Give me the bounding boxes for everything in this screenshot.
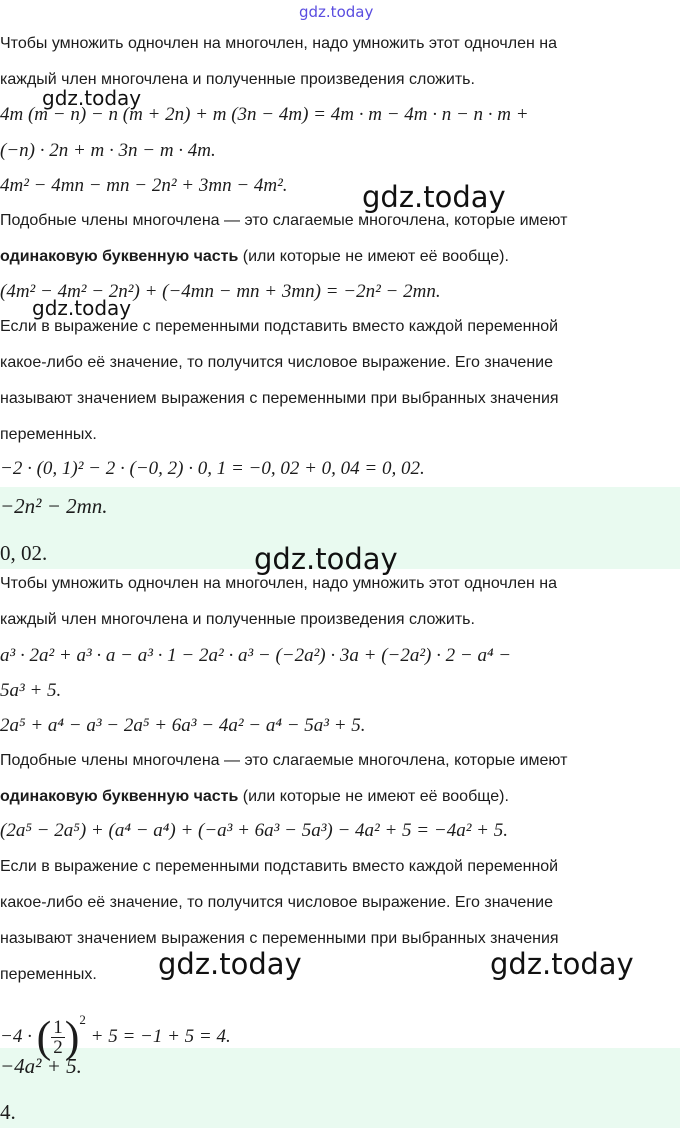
similar-terms-bold: одинаковую буквенную часть	[0, 788, 239, 805]
value-def-line-3: называют значением выражения с переменными при выбранных значения	[0, 390, 559, 407]
rule-line-2: каждый член многочлена и полученные произведения сложить.	[0, 71, 475, 88]
evaluate-prefix: −4 ·	[0, 1026, 37, 1047]
answer-value: 4.	[0, 1100, 16, 1124]
rule-line-1: Чтобы умножить одночлен на многочлен, надо умножить этот одночлен на	[0, 575, 557, 592]
equation-grouped: (2a⁵ − 2a⁵) + (a⁴ − a⁴) + (−a³ + 6a³ − 5a³) − 4a² + 5 = −4a² + 5.	[0, 820, 508, 841]
similar-terms-rest: (или которые не имеют её вообще).	[238, 788, 509, 805]
similar-terms-line-1: Подобные члены многочлена — это слагаемые многочлена, которые имеют	[0, 212, 568, 229]
evaluate-suffix: + 5 = −1 + 5 = 4.	[85, 1026, 231, 1047]
similar-terms-line-2	[0, 788, 509, 806]
watermark-top: gdz.today	[299, 3, 374, 21]
answer-value: 0, 02.	[0, 541, 48, 565]
similar-terms-line-1: Подобные члены многочлена — это слагаемые многочлена, которые имеют	[0, 752, 568, 769]
value-def-line-2: какое-либо её значение, то получится числовое выражение. Его значение	[0, 894, 553, 911]
fraction-denominator: 2	[53, 1037, 63, 1059]
fraction-exponent: 2	[79, 1012, 86, 1027]
equation-expand-line-1: a³ · 2a² + a³ · a − a³ · 1 − 2a² · a³ − (−2a²) · 3a + (−2a²) · 2 − a⁴ −	[0, 645, 512, 666]
paren-right: )	[64, 1012, 80, 1062]
equation-expand-line-2: 5a³ + 5.	[0, 680, 62, 701]
watermark: gdz.today	[42, 86, 142, 110]
watermark: gdz.today	[362, 180, 506, 214]
value-def-line-3: называют значением выражения с переменными при выбранных значения	[0, 930, 559, 947]
watermark: gdz.today	[158, 947, 302, 981]
similar-terms-rest: (или которые не имеют её вообще).	[238, 248, 509, 265]
equation-expand-line-1: 4m (m − n) − n (m + 2n) + m (3n − 4m) = 4m · m − 4m · n − n · m +	[0, 104, 529, 125]
value-def-line-4: переменных.	[0, 966, 97, 983]
value-def-line-2: какое-либо её значение, то получится числовое выражение. Его значение	[0, 354, 553, 371]
value-def-line-1: Если в выражение с переменными подставить вместо каждой переменной	[0, 318, 559, 335]
equation-simplified: 2a⁵ + a⁴ − a³ − 2a⁵ + 6a³ − 4a² − a⁴ − 5a³ + 5.	[0, 715, 366, 736]
similar-terms-line-2	[0, 248, 509, 266]
value-def-line-4: переменных.	[0, 426, 97, 443]
equation-simplified: 4m² − 4mn − mn − 2n² + 3mn − 4m².	[0, 175, 288, 196]
similar-terms-bold: одинаковую буквенную часть	[0, 248, 239, 265]
fraction	[51, 1018, 65, 1057]
rule-line-2: каждый член многочлена и полученные произведения сложить.	[0, 611, 475, 628]
paren-left: (	[36, 1012, 52, 1062]
watermark: gdz.today	[254, 542, 398, 576]
equation-expand-line-2: (−n) · 2n + m · 3n − m · 4m.	[0, 140, 216, 161]
watermark: gdz.today	[490, 947, 634, 981]
answer-expression: −4a² + 5.	[0, 1054, 82, 1078]
value-def-line-1: Если в выражение с переменными подставить вместо каждой переменной	[0, 858, 559, 875]
equation-grouped: (4m² − 4m² − 2n²) + (−4mn − mn + 3mn) = −2n² − 2mn.	[0, 281, 441, 302]
equation-evaluate: −2 · (0, 1)² − 2 · (−0, 2) · 0, 1 = −0, 02 + 0, 04 = 0, 02.	[0, 458, 425, 479]
answer-expression: −2n² − 2mn.	[0, 494, 108, 518]
rule-line-1: Чтобы умножить одночлен на многочлен, надо умножить этот одночлен на	[0, 35, 557, 52]
watermark: gdz.today	[32, 296, 132, 320]
fraction-numerator: 1	[53, 1017, 63, 1039]
